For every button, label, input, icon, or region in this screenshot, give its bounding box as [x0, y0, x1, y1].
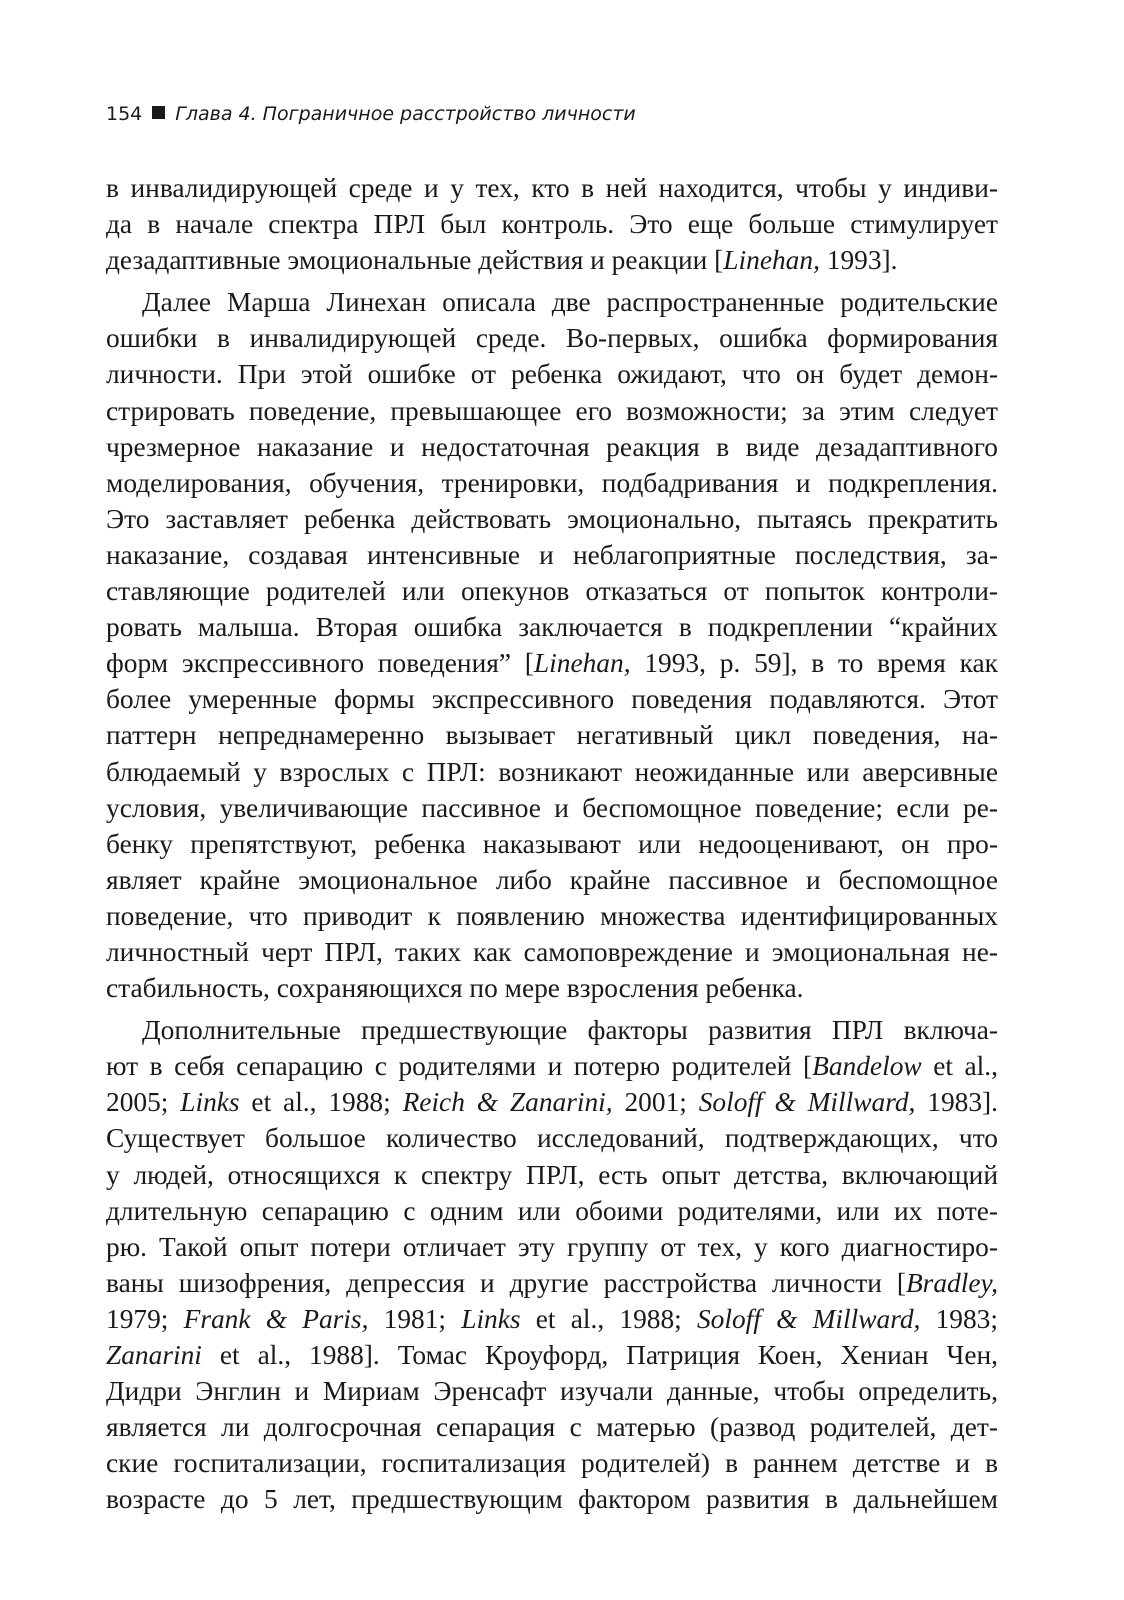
text-line — [106, 537, 998, 573]
paragraph — [106, 284, 998, 1006]
citation-author: Frank & Paris, — [183, 1303, 369, 1334]
citation-author: Zanarini — [106, 1340, 202, 1370]
text-line — [106, 573, 998, 609]
text-line — [106, 1265, 998, 1301]
text-run: Далее Марша Линехан описала две распространенные родительские — [142, 287, 998, 318]
book-page — [106, 102, 998, 1517]
paragraph — [106, 170, 998, 278]
page-number: 154 — [106, 103, 143, 125]
text-run: ровать малыша. Вторая ошибка заключается в подкреплении “крайних — [106, 612, 998, 643]
text-line — [106, 970, 998, 1006]
text-run: паттерн непреднамеренно вызывает негативный цикл поведения, на- — [106, 720, 998, 751]
text-run: возрасте до 5 лет, предшествующим фактором развития в дальнейшем — [106, 1484, 998, 1515]
text-line — [106, 1193, 998, 1229]
text-run: 1983; — [920, 1303, 998, 1334]
citation-author: Links — [180, 1087, 240, 1118]
text-run: моделирования, обучения, тренировки, подбадривания и подкрепления. — [106, 467, 998, 498]
text-run: рю. Такой опыт потери отличает эту группу от тех, у кого диагностиро- — [106, 1231, 998, 1262]
text-run: блюдаемый у взрослых с ПРЛ: возникают неожиданные или аверсивные — [106, 756, 998, 787]
text-run: является ли долгосрочная сепарация с матерью (развод родителей, дет- — [106, 1412, 998, 1443]
text-run: ские госпитализации, госпитализация родителей) в раннем детстве и в — [106, 1448, 998, 1479]
text-run: да в начале спектра ПРЛ был контроль. Это еще больше стимулирует — [106, 209, 998, 240]
text-line — [106, 1012, 998, 1048]
text-line — [106, 1120, 998, 1156]
text-run: стабильность, сохраняющихся по мере взросления ребенка. — [106, 973, 804, 1004]
chapter-title: Глава 4. Пограничное расстройство личности — [175, 103, 636, 125]
text-line — [106, 429, 998, 465]
text-line — [106, 242, 998, 278]
text-line — [106, 1445, 998, 1481]
citation-author: Links — [461, 1303, 521, 1334]
text-run: et al., 1988]. Томас Кроуфорд, Патриция Коен, Хениан Чен, — [201, 1340, 998, 1370]
text-line — [106, 1373, 998, 1409]
text-run: Существует большое количество исследований, подтверждающих, что — [106, 1123, 998, 1154]
text-line — [106, 862, 998, 898]
text-line — [106, 609, 998, 645]
text-line — [106, 898, 998, 934]
text-run: поведение, что приводит к появлению множества идентифицированных — [106, 900, 998, 931]
text-run: условия, увеличивающие пассивное и беспомощное поведение; если ре- — [106, 792, 998, 823]
text-run: чрезмерное наказание и недостаточная реакция в виде дезадаптивного — [106, 431, 998, 462]
citation-author: Reich & Zanarini, — [402, 1087, 613, 1118]
text-line — [106, 170, 998, 206]
text-run: являет крайне эмоциональное либо крайне пассивное и беспомощное — [106, 864, 998, 895]
text-run: 1981; — [368, 1303, 462, 1334]
text-line — [106, 356, 998, 392]
citation-author: Soloff & Millward, — [696, 1303, 921, 1334]
citation-author: Soloff & Millward, — [698, 1087, 916, 1118]
text-run: наказание, создавая интенсивные и неблагоприятные последствия, за- — [106, 539, 998, 570]
citation-author: Linehan, — [533, 648, 631, 679]
citation-author: Linehan, — [723, 245, 820, 276]
text-run: ошибки в инвалидирующей среде. Во-первых, ошибка формирования — [106, 323, 998, 354]
running-header — [106, 102, 998, 126]
text-line — [106, 465, 998, 501]
text-run: 2005; — [106, 1087, 181, 1118]
citation-author: Bandelow — [812, 1051, 922, 1082]
text-run: ют в себя сепарацию с родителями и потерю родителей [ — [106, 1051, 813, 1082]
text-run: et al., — [921, 1051, 998, 1082]
text-line — [106, 1409, 998, 1445]
text-line — [106, 934, 998, 970]
text-run: et al., 1988; — [239, 1087, 403, 1118]
text-run: 1983]. — [915, 1087, 998, 1118]
text-run: длительную сепарацию с одним или обоими родителями, или их поте- — [106, 1195, 998, 1226]
square-bullet-icon — [152, 106, 165, 119]
body-text — [106, 170, 998, 1517]
citation-author: Bradley, — [905, 1267, 998, 1298]
text-line — [106, 1157, 998, 1193]
text-line — [106, 206, 998, 242]
text-run: 1993]. — [819, 245, 898, 276]
text-run: личности. При этой ошибке от ребенка ожидают, что он будет демон- — [106, 359, 998, 390]
text-run: Дидри Энглин и Мириам Эренсафт изучали данные, чтобы определить, — [106, 1376, 998, 1407]
text-line — [106, 1048, 998, 1084]
text-run: ваны шизофрения, депрессия и другие расстройства личности [ — [106, 1267, 906, 1298]
text-line — [106, 1084, 998, 1120]
text-line — [106, 1481, 998, 1517]
text-run: стрировать поведение, превышающее его возможности; за этим следует — [106, 395, 998, 426]
text-run: 1979; — [106, 1303, 184, 1334]
text-run: дезадаптивные эмоциональные действия и реакции [ — [106, 245, 724, 276]
text-run: у людей, относящихся к спектру ПРЛ, есть опыт детства, включающий — [106, 1159, 998, 1190]
text-line — [106, 501, 998, 537]
text-line — [106, 1301, 998, 1337]
text-line — [106, 393, 998, 429]
text-line — [106, 790, 998, 826]
text-run: 1993, p. 59], в то время как — [630, 648, 998, 679]
text-run: более умеренные формы экспрессивного поведения подавляются. Этот — [106, 684, 998, 715]
text-run: Дополнительные предшествующие факторы развития ПРЛ включа- — [142, 1015, 998, 1046]
text-line — [106, 645, 998, 681]
text-run: форм экспрессивного поведения” [ — [106, 648, 534, 679]
text-run: в инвалидирующей среде и у тех, кто в ней находится, чтобы у индиви- — [106, 173, 998, 203]
text-run: Это заставляет ребенка действовать эмоционально, пытаясь прекратить — [106, 503, 998, 534]
text-run: 2001; — [612, 1087, 699, 1118]
text-line — [106, 320, 998, 356]
text-line — [106, 284, 998, 320]
text-line — [106, 681, 998, 717]
text-run: бенку препятствуют, ребенка наказывают или недооценивают, он про- — [106, 828, 998, 859]
text-line — [106, 717, 998, 753]
text-run: et al., 1988; — [520, 1303, 697, 1334]
text-line — [106, 1229, 998, 1265]
paragraph — [106, 1012, 998, 1517]
text-run: личностный черт ПРЛ, таких как самоповреждение и эмоциональная не- — [106, 936, 998, 967]
text-line — [106, 826, 998, 862]
text-line — [106, 1337, 998, 1373]
text-run: ставляющие родителей или опекунов отказаться от попыток контроли- — [106, 576, 998, 607]
text-line — [106, 754, 998, 790]
